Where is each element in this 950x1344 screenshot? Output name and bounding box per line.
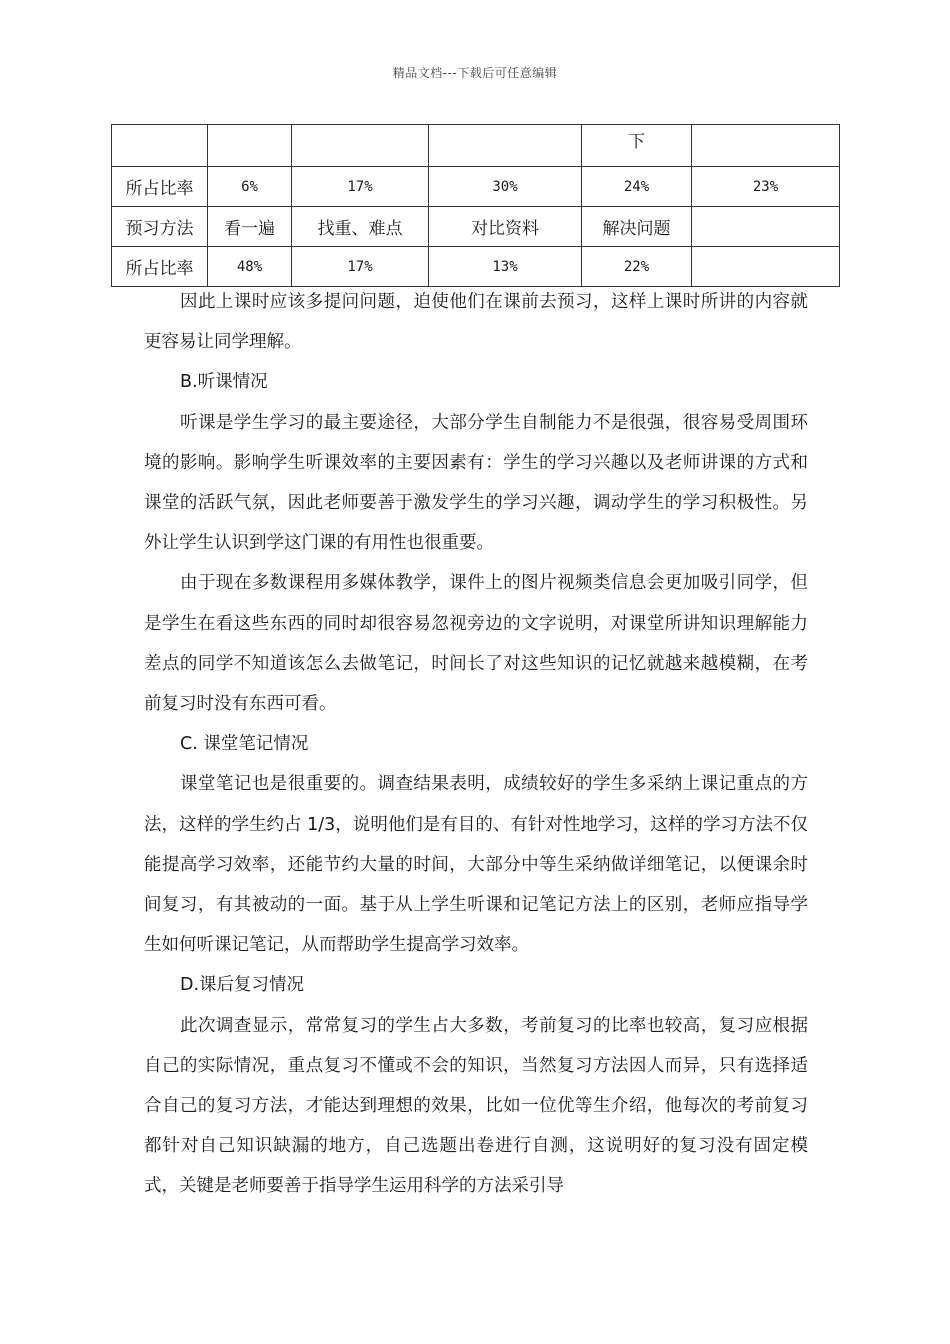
table-cell: 17% [292, 247, 429, 287]
table-cell: 17% [292, 167, 429, 207]
paragraph: 由于现在多数课程用多媒体教学，课件上的图片视频类信息会更加吸引同学，但是学生在看这些东西的同时却很容易忽视旁边的文字说明，对课堂所讲知识理解能力差点的同学不知道该怎么去做笔记，时间长了对这些知识的记忆就越来越模糊，在考前复习时没有东西可看。 [144, 573, 808, 715]
table-cell [429, 125, 582, 167]
table-cell: 看一遍 [208, 207, 292, 247]
table-cell [292, 125, 429, 167]
table-row [112, 167, 840, 207]
table-cell: 30% [429, 167, 582, 207]
table-cell [692, 207, 840, 247]
page-header: 精品文档---下载后可任意编辑 [392, 66, 558, 80]
table-cell: 22% [582, 247, 692, 287]
table-cell: 下 [582, 125, 692, 167]
section-heading: C. 课堂笔记情况 [180, 734, 309, 755]
table-row [112, 125, 840, 167]
table-cell: 找重、难点 [292, 207, 429, 247]
table-cell: 23% [692, 167, 840, 207]
row-label: 所占比率 [112, 167, 208, 207]
table-cell: 24% [582, 167, 692, 207]
body-text [144, 282, 808, 1207]
paragraph: 因此上课时应该多提问问题，迫使他们在课前去预习，这样上课时所讲的内容就更容易让同学理解。 [144, 292, 808, 353]
table-row [112, 207, 840, 247]
table-cell: 48% [208, 247, 292, 287]
paragraph: 此次调查显示，常常复习的学生占大多数，考前复习的比率也较高，复习应根据自己的实际情况，重点复习不懂或不会的知识，当然复习方法因人而异，只有选择适合自己的复习方法，才能达到理想的效果，比如一位优等生介绍，他每次的考前复习都针对自己知识缺漏的地方，自己选题出卷进行自测，这说明好的复习没有固定模式，关键是老师要善于指导学生运用科学的方法采引导 [144, 1015, 808, 1197]
table-cell: 对比资料 [429, 207, 582, 247]
table-cell [692, 125, 840, 167]
row-label: 预习方法 [112, 207, 208, 247]
table-cell: 6% [208, 167, 292, 207]
table-cell [112, 125, 208, 167]
table-cell: 解决问题 [582, 207, 692, 247]
table-cell: 13% [429, 247, 582, 287]
paragraph: 课堂笔记也是很重要的。调查结果表明，成绩较好的学生多采纳上课记重点的方法，这样的学生约占 1/3，说明他们是有目的、有针对性地学习，这样的学习方法不仅能提高学习效率，还能节约大量的时间，大部分中等生采纳做详细笔记，以便课余时间复习，有其被动的一面。基于从上学生听课和记笔记方法上的区别，老师应指导学生如何听课记笔记，从而帮助学生提高学习效率。 [144, 774, 808, 956]
paragraph: 听课是学生学习的最主要途径，大部分学生自制能力不是很强，很容易受周围环境的影响。影响学生听课效率的主要因素有：学生的学习兴趣以及老师讲课的方式和课堂的活跃气氛，因此老师要善于激发学生的学习兴趣，调动学生的学习积极性。另外让学生认识到学这门课的有用性也很重要。 [144, 412, 808, 554]
survey-table [111, 124, 840, 287]
table-row [112, 247, 840, 287]
table-cell [208, 125, 292, 167]
row-label: 所占比率 [112, 247, 208, 287]
section-heading: B.听课情况 [180, 372, 268, 393]
table-cell [692, 247, 840, 287]
section-heading: D.课后复习情况 [180, 975, 305, 996]
